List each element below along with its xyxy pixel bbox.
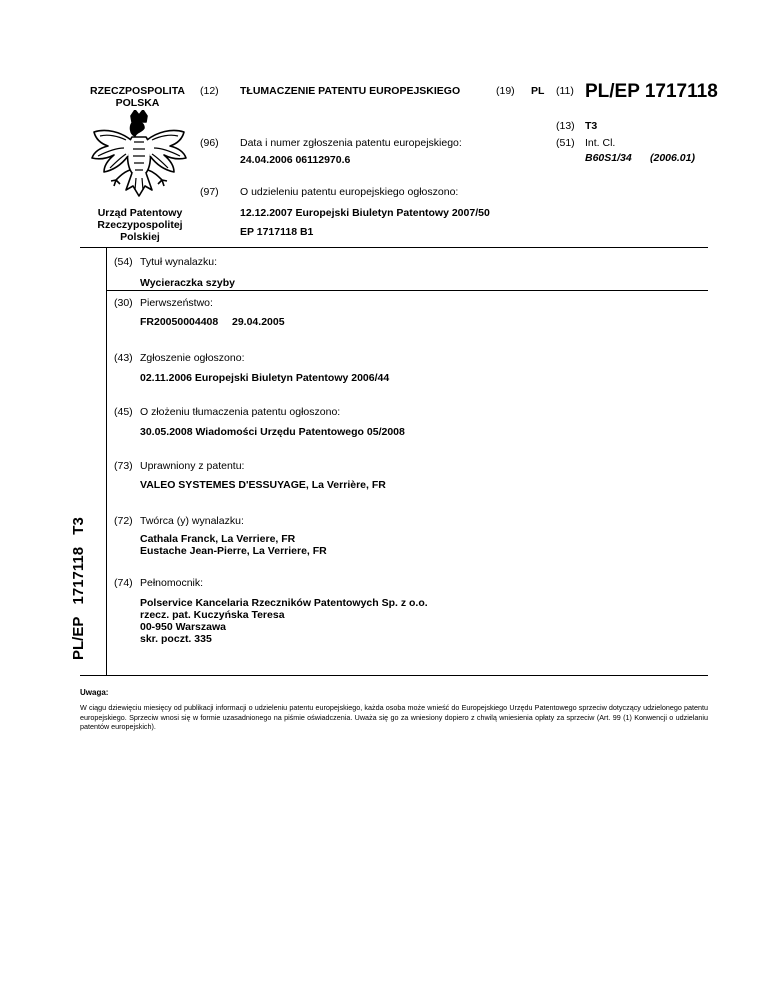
code-45: (45): [114, 406, 133, 418]
polish-eagle-emblem: [86, 110, 192, 205]
note-title: Uwaga:: [80, 688, 109, 697]
country-code: PL: [531, 85, 545, 97]
title-divider: [106, 290, 708, 291]
grant-value-ep: EP 1717118 B1: [240, 226, 314, 238]
filing-value: 24.04.2006 06112970.6: [240, 154, 351, 166]
code-19: (19): [496, 85, 515, 97]
code-74: (74): [114, 577, 133, 589]
code-43: (43): [114, 352, 133, 364]
code-51: (51): [556, 137, 575, 149]
priority-label: Pierwszeństwo:: [140, 297, 213, 309]
inventor-1: Cathala Franck, La Verriere, FR: [140, 533, 296, 545]
grant-label: O udzieleniu patentu europejskiego ogłoszono:: [240, 186, 459, 198]
country-name: RZECZPOSPOLITA POLSKA: [90, 85, 185, 109]
patent-number: PL/EP 1717118: [585, 81, 718, 102]
priority-number: FR20050004408: [140, 316, 219, 328]
note-text: W ciągu dziewięciu miesięcy od publikacji informacji o udzieleniu patentu europejskiego, każda osoba może wnieść do Europejskiego Urzędu Patentowego sprzeciw dotyczący udzielonego patentu europejskiego. Sprzeciw wnosi się w formie uzasadnionego na piśmie oświadczenia. Uważa się go za wniesiony dopiero z chwilą wniesienia opłaty za sprzeciw (Art. 99 (1) Konwencji o udzielaniu patentów europejskich).: [80, 703, 708, 731]
code-73: (73): [114, 460, 133, 472]
inventors-label: Twórca (y) wynalazku:: [140, 515, 244, 527]
sidebar-divider: [106, 248, 107, 675]
attorney-name: rzecz. pat. Kuczyńska Teresa: [140, 609, 285, 621]
application-published-label: Zgłoszenie ogłoszono:: [140, 352, 245, 364]
sidebar-patent-id: PL/EP 1717118 T3: [70, 517, 87, 660]
application-published-value: 02.11.2006 Europejski Biuletyn Patentowy 2006/44: [140, 372, 390, 384]
code-96: (96): [200, 137, 219, 149]
int-cl-label: Int. Cl.: [585, 137, 616, 149]
proprietor-label: Uprawniony z patentu:: [140, 460, 245, 472]
code-13: (13): [556, 120, 575, 132]
code-12: (12): [200, 85, 219, 97]
title-label: Tytuł wynalazku:: [140, 256, 218, 268]
code-54: (54): [114, 256, 133, 268]
inventor-2: Eustache Jean-Pierre, La Verriere, FR: [140, 545, 327, 557]
kind-code: T3: [585, 120, 598, 132]
code-72: (72): [114, 515, 133, 527]
attorney-label: Pełnomocnik:: [140, 577, 204, 589]
footer-divider: [80, 675, 708, 676]
int-cl-class: B60S1/34: [585, 152, 632, 164]
code-97: (97): [200, 186, 219, 198]
grant-value-bulletin: 12.12.2007 Europejski Biuletyn Patentowy 2007/50: [240, 207, 490, 219]
translation-published-value: 30.05.2008 Wiadomości Urzędu Patentowego 05/2008: [140, 426, 405, 438]
patent-office-name: Urząd Patentowy Rzeczypospolitej Polskiej: [97, 207, 183, 243]
code-11: (11): [556, 85, 574, 97]
invention-title: Wycieraczka szyby: [140, 277, 235, 289]
header-divider: [80, 247, 708, 248]
proprietor-value: VALEO SYSTEMES D'ESSUYAGE, La Verrière, FR: [140, 479, 386, 491]
attorney-pobox: skr. poczt. 335: [140, 633, 212, 645]
translation-published-label: O złożeniu tłumaczenia patentu ogłoszono:: [140, 406, 341, 418]
int-cl-year: (2006.01): [650, 152, 695, 164]
code-30: (30): [114, 297, 133, 309]
attorney-city: 00-950 Warszawa: [140, 621, 226, 633]
filing-label: Data i numer zgłoszenia patentu europejskiego:: [240, 137, 462, 149]
priority-date: 29.04.2005: [232, 316, 285, 328]
document-type: TŁUMACZENIE PATENTU EUROPEJSKIEGO: [240, 85, 461, 97]
attorney-firm: Polservice Kancelaria Rzeczników Patentowych Sp. z o.o.: [140, 597, 428, 609]
